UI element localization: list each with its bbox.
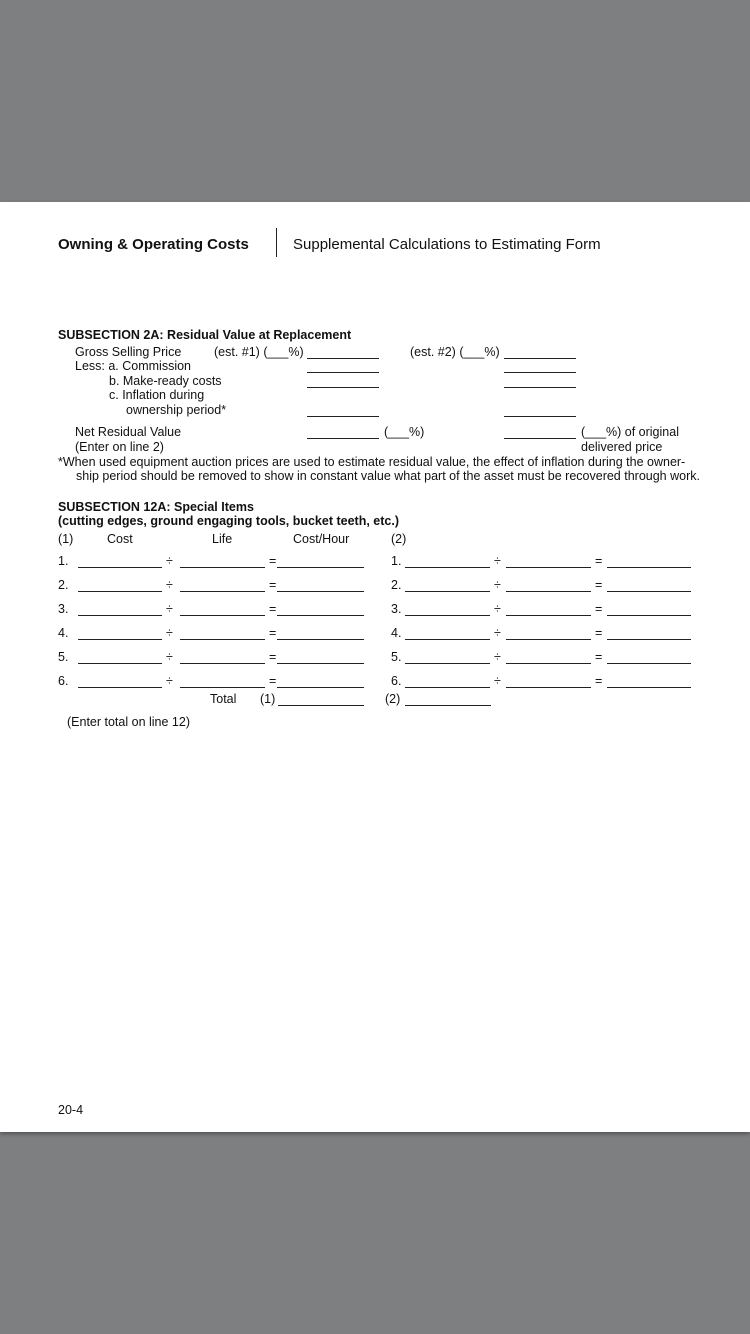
divide-symbol: ÷ xyxy=(166,578,173,592)
subsection-2a-title: SUBSECTION 2A: Residual Value at Replacement xyxy=(58,328,352,342)
divide-symbol: ÷ xyxy=(494,674,501,688)
total-2-label: (2) xyxy=(385,692,401,706)
col1-cost-field-3[interactable] xyxy=(78,615,162,616)
col1-cost-field-6[interactable] xyxy=(78,687,162,688)
life-header: Life xyxy=(212,532,233,546)
col2-cost-hour-field-6[interactable] xyxy=(607,687,691,688)
total-label: Total xyxy=(210,692,237,706)
footnote-line2: ship period should be removed to show in constant value what part of the asset must be recovered through work. xyxy=(76,469,700,483)
net-est1-percent: (___%) xyxy=(384,425,425,439)
row-number: 2. xyxy=(58,578,69,592)
col2-cost-hour-field-5[interactable] xyxy=(607,663,691,664)
divide-symbol: ÷ xyxy=(494,650,501,664)
divide-symbol: ÷ xyxy=(166,674,173,688)
cost-hour-header: Cost/Hour xyxy=(293,532,350,546)
col1-cost-hour-field-3[interactable] xyxy=(277,615,364,616)
equals-symbol: = xyxy=(595,578,603,592)
inflation-est2-field[interactable] xyxy=(504,416,576,417)
column-1-label: (1) xyxy=(58,532,74,546)
equals-symbol: = xyxy=(269,578,277,592)
divide-symbol: ÷ xyxy=(494,578,501,592)
divide-symbol: ÷ xyxy=(166,626,173,640)
total-2-field[interactable] xyxy=(405,705,491,706)
col2-life-field-4[interactable] xyxy=(506,639,591,640)
row-number: 1. xyxy=(391,554,402,568)
net-est2-field[interactable] xyxy=(504,438,576,439)
make-ready-est2-field[interactable] xyxy=(504,387,576,388)
col1-life-field-6[interactable] xyxy=(180,687,265,688)
col2-cost-field-4[interactable] xyxy=(405,639,490,640)
equals-symbol: = xyxy=(269,674,277,688)
divide-symbol: ÷ xyxy=(166,602,173,616)
net-est2-percent: (___%) of original xyxy=(581,425,679,439)
total-1-field[interactable] xyxy=(278,705,364,706)
net-est1-field[interactable] xyxy=(307,438,379,439)
row-number: 3. xyxy=(391,602,402,616)
col2-life-field-1[interactable] xyxy=(506,567,591,568)
col1-cost-field-5[interactable] xyxy=(78,663,162,664)
col2-cost-field-2[interactable] xyxy=(405,591,490,592)
page-number: 20-4 xyxy=(58,1103,84,1117)
net-est2-note: delivered price xyxy=(581,440,663,454)
make-ready-est1-field[interactable] xyxy=(307,387,379,388)
make-ready-label: b. Make-ready costs xyxy=(109,374,222,388)
col1-cost-field-2[interactable] xyxy=(78,591,162,592)
subsection-12a-title: SUBSECTION 12A: Special Items xyxy=(58,500,254,514)
est2-label: (est. #2) (___%) xyxy=(410,345,500,359)
header-divider xyxy=(276,228,277,257)
col1-life-field-1[interactable] xyxy=(180,567,265,568)
inflation-est1-field[interactable] xyxy=(307,416,379,417)
col2-cost-hour-field-3[interactable] xyxy=(607,615,691,616)
divide-symbol: ÷ xyxy=(494,602,501,616)
col2-life-field-2[interactable] xyxy=(506,591,591,592)
divide-symbol: ÷ xyxy=(494,554,501,568)
inflation-label: c. Inflation during xyxy=(109,388,205,402)
col2-cost-hour-field-2[interactable] xyxy=(607,591,691,592)
col1-cost-hour-field-5[interactable] xyxy=(277,663,364,664)
commission-label: Less: a. Commission xyxy=(75,359,192,373)
equals-symbol: = xyxy=(595,602,603,616)
row-number: 3. xyxy=(58,602,69,616)
row-number: 4. xyxy=(58,626,69,640)
row-number: 2. xyxy=(391,578,402,592)
gross-est2-field[interactable] xyxy=(504,358,576,359)
col1-cost-field-4[interactable] xyxy=(78,639,162,640)
equals-symbol: = xyxy=(595,650,603,664)
equals-symbol: = xyxy=(595,554,603,568)
total-1-label: (1) xyxy=(260,692,276,706)
col2-life-field-6[interactable] xyxy=(506,687,591,688)
col2-cost-field-3[interactable] xyxy=(405,615,490,616)
col1-cost-hour-field-2[interactable] xyxy=(277,591,364,592)
row-number: 5. xyxy=(58,650,69,664)
equals-symbol: = xyxy=(269,602,277,616)
equals-symbol: = xyxy=(595,674,603,688)
row-number: 6. xyxy=(391,674,402,688)
equals-symbol: = xyxy=(595,626,603,640)
col1-life-field-2[interactable] xyxy=(180,591,265,592)
document-page xyxy=(0,202,750,1132)
col2-cost-hour-field-4[interactable] xyxy=(607,639,691,640)
col2-cost-field-1[interactable] xyxy=(405,567,490,568)
inflation-label-cont: ownership period* xyxy=(126,403,227,417)
est1-label: (est. #1) (___%) xyxy=(214,345,304,359)
commission-est2-field[interactable] xyxy=(504,372,576,373)
equals-symbol: = xyxy=(269,554,277,568)
col1-cost-hour-field-1[interactable] xyxy=(277,567,364,568)
col2-cost-hour-field-1[interactable] xyxy=(607,567,691,568)
col1-cost-field-1[interactable] xyxy=(78,567,162,568)
row-number: 5. xyxy=(391,650,402,664)
divide-symbol: ÷ xyxy=(494,626,501,640)
gross-est1-field[interactable] xyxy=(307,358,379,359)
commission-est1-field[interactable] xyxy=(307,372,379,373)
col1-life-field-4[interactable] xyxy=(180,639,265,640)
net-residual-note: (Enter on line 2) xyxy=(75,440,164,454)
col2-life-field-5[interactable] xyxy=(506,663,591,664)
row-number: 1. xyxy=(58,554,69,568)
row-number: 4. xyxy=(391,626,402,640)
row-number: 6. xyxy=(58,674,69,688)
equals-symbol: = xyxy=(269,650,277,664)
col1-life-field-3[interactable] xyxy=(180,615,265,616)
divide-symbol: ÷ xyxy=(166,650,173,664)
page-title: Owning & Operating Costs xyxy=(58,236,249,253)
gross-selling-price-label: Gross Selling Price xyxy=(75,345,182,359)
page-subtitle: Supplemental Calculations to Estimating Form xyxy=(293,236,601,253)
subsection-12a-subtitle: (cutting edges, ground engaging tools, bucket teeth, etc.) xyxy=(58,514,399,528)
net-residual-label: Net Residual Value xyxy=(75,425,182,439)
col2-cost-field-5[interactable] xyxy=(405,663,490,664)
divide-symbol: ÷ xyxy=(166,554,173,568)
col2-life-field-3[interactable] xyxy=(506,615,591,616)
column-2-label: (2) xyxy=(391,532,407,546)
cost-header: Cost xyxy=(107,532,133,546)
footnote-line1: *When used equipment auction prices are used to estimate residual value, the effect of inflation during the owner- xyxy=(58,455,686,469)
equals-symbol: = xyxy=(269,626,277,640)
col1-cost-hour-field-4[interactable] xyxy=(277,639,364,640)
col1-cost-hour-field-6[interactable] xyxy=(277,687,364,688)
col1-life-field-5[interactable] xyxy=(180,663,265,664)
enter-total-note: (Enter total on line 12) xyxy=(67,715,190,729)
col2-cost-field-6[interactable] xyxy=(405,687,490,688)
